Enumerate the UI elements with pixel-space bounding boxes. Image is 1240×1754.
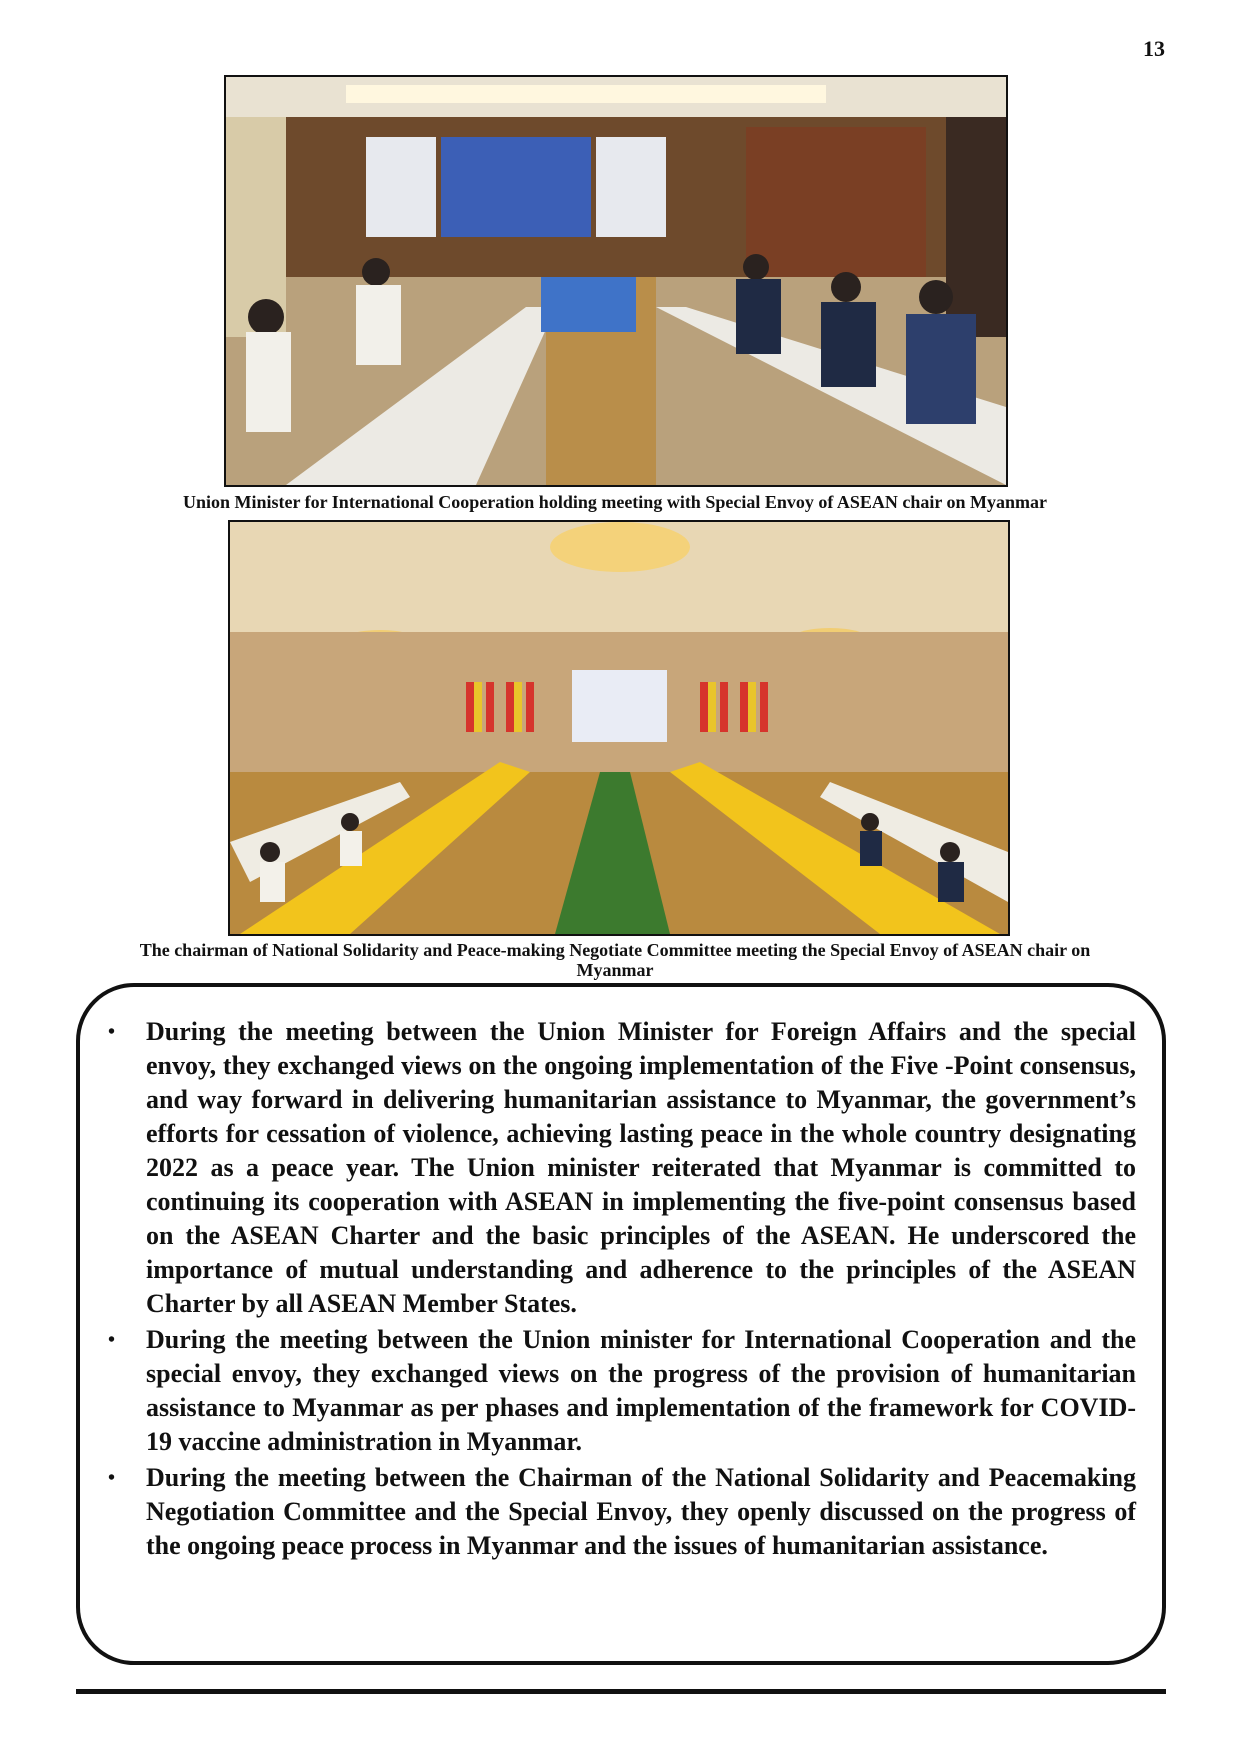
summary-bullet-item — [106, 1323, 1136, 1459]
photo-caption-2: The chairman of National Solidarity and Peace-making Negotiate Committee meeting the Special Envoy of ASEAN chair on Myanmar — [139, 940, 1091, 980]
bullet-dot-icon: • — [108, 1021, 116, 1043]
meeting-photo-international-cooperation — [224, 75, 1008, 487]
page-number: 13 — [1143, 36, 1165, 61]
summary-list — [106, 1015, 1136, 1565]
bottom-divider — [76, 1689, 1166, 1694]
meeting-photo-peace-committee — [228, 520, 1010, 936]
photo-caption-1: Union Minister for International Cooperation holding meeting with Special Envoy of ASEAN chair on Myanmar — [182, 492, 1048, 512]
summary-bullet-text: During the meeting between the Union minister for International Cooperation and the special envoy, they exchanged views on the progress of the provision of humanitarian assistance to Myanmar as per phases and implementation of the framework for COVID-19 vaccine administration in Myanmar. — [146, 1325, 1136, 1456]
summary-bullet-item — [106, 1461, 1136, 1563]
summary-bullet-text: During the meeting between the Chairman of the National Solidarity and Peacemaking Negotiation Committee and the Special Envoy, they openly discussed on the progress of the ongoing peace process in Myanmar and the issues of humanitarian assistance. — [146, 1463, 1136, 1560]
bullet-dot-icon: • — [108, 1329, 116, 1351]
bullet-dot-icon: • — [108, 1467, 116, 1489]
summary-bullet-item — [106, 1015, 1136, 1321]
summary-bullet-text: During the meeting between the Union Minister for Foreign Affairs and the special envoy, they exchanged views on the ongoing implementation of the Five -Point consensus, and way forward in delivering humanitarian assistance to Myanmar, the government’s efforts for cessation of violence, achieving lasting peace in the whole country designating 2022 as a peace year. The Union minister reiterated that Myanmar is committed to continuing its cooperation with ASEAN in implementing the five-point consensus based on the ASEAN Charter and the basic principles of the ASEAN. He underscored the importance of mutual understanding and adherence to the principles of the ASEAN Charter by all ASEAN Member States. — [146, 1017, 1136, 1318]
